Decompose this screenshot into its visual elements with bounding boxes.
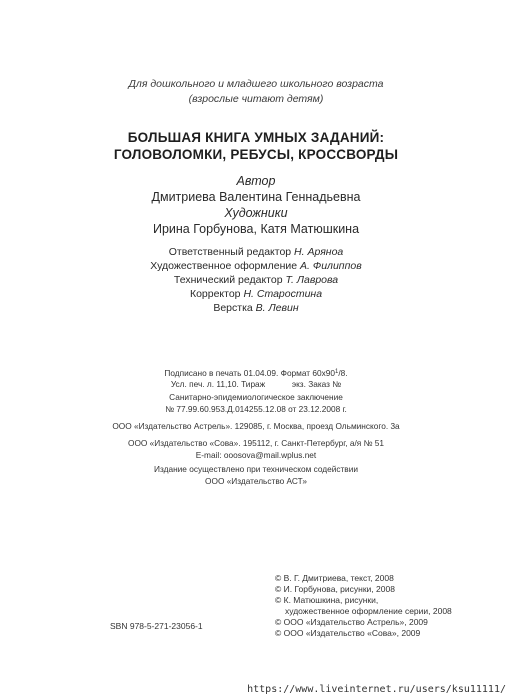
staff-role: Художественное оформление [150,260,298,272]
format-fraction-bottom: /8. [338,368,348,378]
imprint-sanitary-title: Санитарно-эпидемиологическое заключение [169,392,343,402]
imprint-support-line-2: ООО «Издательство АСТ» [205,476,307,486]
author-role: Автор [236,174,276,188]
imprint-order: экз. Заказ № [291,379,342,389]
staff-role: Технический редактор [173,274,283,286]
copyright-line: © К. Матюшкина, рисунки, [275,595,379,605]
imprint-publisher-astrel: ООО «Издательство Астрель». 129085, г. Москва, проезд Ольминского. 3а [112,421,400,431]
staff-role: Корректор [189,288,241,300]
staff-role: Ответственный редактор [168,246,292,258]
imprint-print-line [0,379,512,390]
imprint-publisher-sova: ООО «Издательство «Сова». 195112, г. Санкт-Петербург, а/я № 51 [127,438,385,448]
copyright-line: © И. Горбунова, рисунки, 2008 [275,584,395,594]
source-url-watermark: https://www.liveinternet.ru/users/ksu11111/ [247,684,506,695]
staff-line [0,245,512,259]
copyright-block [275,573,452,639]
staff-name: Т. Лаврова [285,274,339,286]
staff-line [0,287,512,301]
staff-name: Н. Старостина [243,288,323,300]
author-name: Дмитриева Валентина Геннадьевна [151,190,361,204]
book-title-line-2: ГОЛОВОЛОМКИ, РЕБУСЫ, КРОССВОРДЫ [113,147,399,162]
staff-line [0,301,512,315]
imprint-signed-line [0,367,512,379]
staff-name: А. Филиппов [300,260,362,272]
imprint-signed: Подписано в печать 01.04.09. Формат 60х90 [164,368,336,378]
copyright-line: © ООО «Издательство «Сова», 2009 [275,628,421,638]
copyright-line: © ООО «Издательство Астрель», 2009 [275,617,428,627]
format-fraction-top: 1 [335,369,339,375]
imprint-print-sheets: Усл. печ. л. 11,10. Тираж [170,379,266,389]
isbn-number: SBN 978-5-271-23056-1 [110,621,203,631]
copyright-line: художественное оформление серии, 2008 [285,606,452,616]
artists-role: Художники [224,206,288,220]
staff-role: Верстка [213,302,253,314]
staff-line [0,273,512,287]
imprint-support-line-1: Издание осуществлено при техническом содействии [154,464,358,474]
audience-line-2: (взрослые читают детям) [188,93,324,105]
book-title-line-1: БОЛЬШАЯ КНИГА УМНЫХ ЗАДАНИЙ: [127,130,385,145]
copyright-line: © В. Г. Дмитриева, текст, 2008 [275,573,394,583]
staff-name: В. Левин [255,302,299,314]
imprint-email: E-mail: ooosova@mail.wplus.net [195,450,317,460]
staff-line [0,259,512,273]
artists-names: Ирина Горбунова, Катя Матюшкина [152,222,360,236]
imprint-sanitary-number: № 77.99.60.953.Д.014255.12.08 от 23.12.2008 г. [165,404,347,414]
staff-name: Н. Аряноа [294,246,344,258]
audience-line-1: Для дошкольного и младшего школьного возраста [128,78,384,90]
